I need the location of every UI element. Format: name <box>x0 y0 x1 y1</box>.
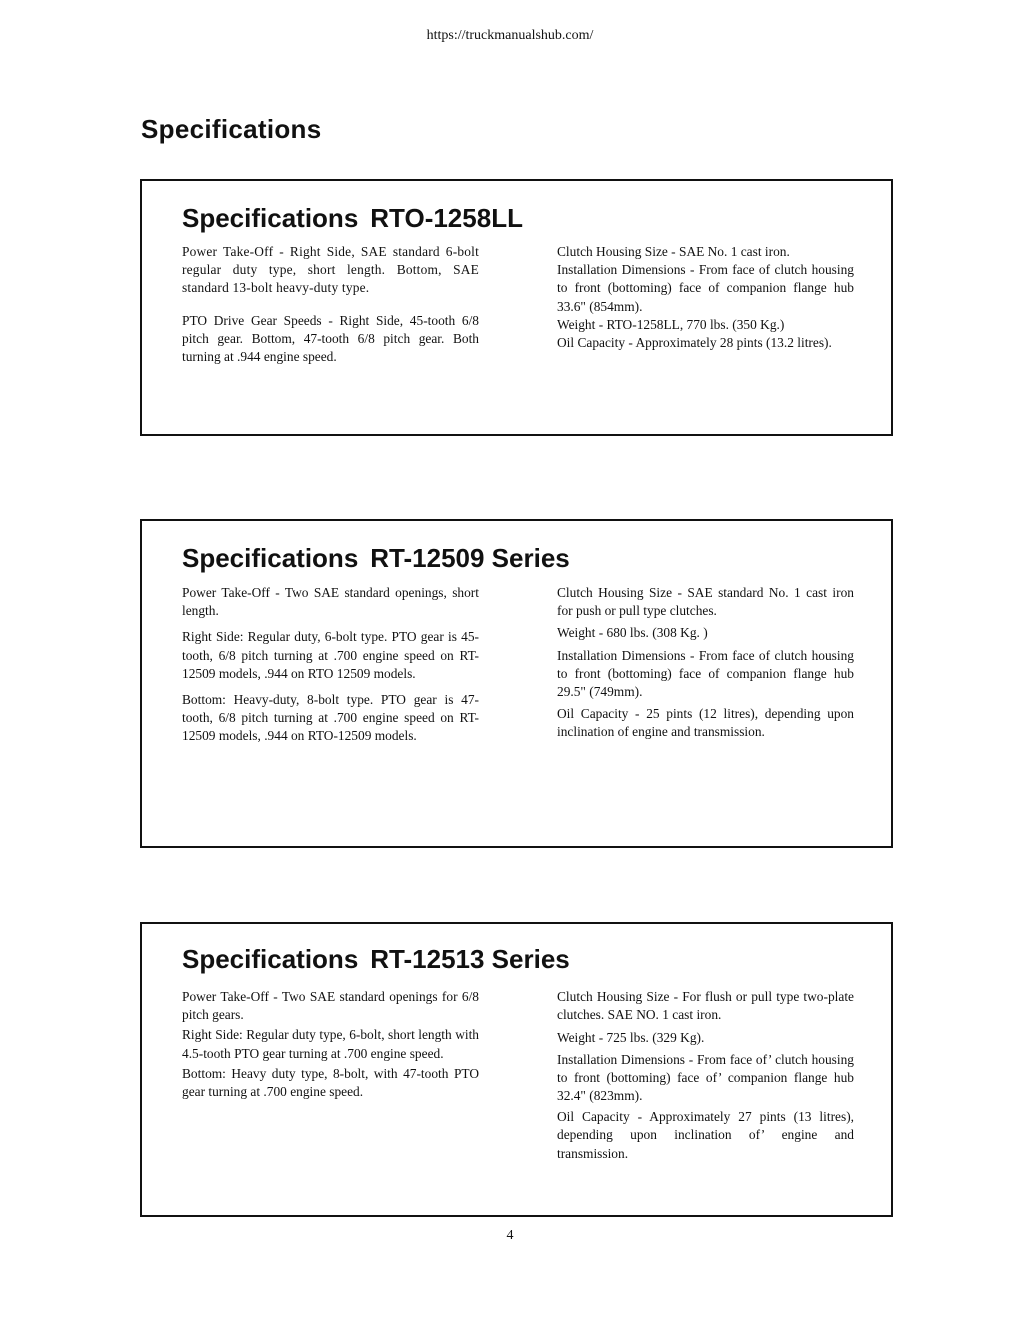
spec-paragraph: Clutch Housing Size - SAE No. 1 cast iron. <box>557 244 790 259</box>
spec-paragraph: Weight - 680 lbs. (308 Kg. ) <box>557 625 708 641</box>
spec-paragraph: Installation Dimensions - From face of clutch housing to front (bottoming) face of companion flange hub 29.5" (749mm). <box>557 647 854 700</box>
spec-paragraph: Power Take-Off - Right Side, SAE standard 6-bolt regular duty type, short length. Bottom, SAE standard 13-bolt heavy-duty type. <box>182 244 479 296</box>
spec-paragraph: Bottom: Heavy-duty, 8-bolt type. PTO gear is 47-tooth, 6/8 pitch turning at .700 engine speed on RT-12509 models, .944 on RTO-12509 models. <box>182 692 479 744</box>
section-heading <box>182 543 570 574</box>
spec-paragraph: Clutch Housing Size - For flush or pull type two-plate clutches. SAE NO. 1 cast iron. <box>557 989 854 1023</box>
spec-paragraph: Oil Capacity - Approximately 27 pints (13 litres), depending upon inclination of’ engine and transmission. <box>557 1109 854 1161</box>
heading-model: RTO-1258LL <box>370 203 523 233</box>
spec-paragraph: Installation Dimensions - From face of clutch housing to front (bottoming) face of companion flange hub 33.6" (854mm). <box>557 262 854 314</box>
spec-paragraph: Weight - RTO-1258LL, 770 lbs. (350 Kg.) <box>557 316 785 332</box>
section-heading <box>182 944 570 975</box>
spec-box-rt-12513 <box>140 922 893 1217</box>
spec-paragraph: Oil Capacity - 25 pints (12 litres), depending upon inclination of engine and transmission. <box>557 706 854 740</box>
spec-paragraph: Weight - 725 lbs. (329 Kg). <box>557 1030 705 1046</box>
right-column <box>557 584 854 742</box>
heading-prefix: Specifications <box>182 944 359 974</box>
page-number: 4 <box>506 1228 514 1243</box>
source-url[interactable]: https://truckmanualshub.com/ <box>426 28 594 43</box>
section-heading <box>182 203 523 234</box>
right-column <box>557 243 854 352</box>
spec-paragraph: Bottom: Heavy duty type, 8-bolt, with 47-tooth PTO gear turning at .700 engine speed. <box>182 1065 479 1100</box>
heading-prefix: Specifications <box>182 203 359 233</box>
spec-box-rto-1258ll <box>140 179 893 436</box>
spec-paragraph: Clutch Housing Size - SAE standard No. 1 cast iron for push or pull type clutches. <box>557 585 854 619</box>
spec-paragraph: Right Side: Regular duty type, 6-bolt, short length with 4.5-tooth PTO gear turning at .700 engine speed. <box>182 1027 479 1061</box>
spec-paragraph: Installation Dimensions - From face of’ clutch housing to front (bottoming) face of’ companion flange hub 32.4" (823mm). <box>557 1051 854 1104</box>
spec-paragraph: Oil Capacity - Approximately 28 pints (13.2 litres). <box>557 335 832 351</box>
spec-paragraph: Power Take-Off - Two SAE standard openings, short length. <box>182 585 479 619</box>
spec-paragraph: Right Side: Regular duty, 6-bolt type. PTO gear is 45-tooth, 6/8 pitch turning at .700 engine speed on RT-12509 models, .944 on RTO 12509 models. <box>182 629 479 681</box>
left-column <box>182 584 479 746</box>
right-column <box>557 988 854 1163</box>
heading-prefix: Specifications <box>182 543 359 573</box>
heading-model: RT-12513 Series <box>370 944 570 974</box>
spec-paragraph: PTO Drive Gear Speeds - Right Side, 45-tooth 6/8 pitch gear. Bottom, 47-tooth 6/8 pitch gear. Both turning at .944 engine speed. <box>182 312 479 365</box>
page-title: Specifications <box>141 114 322 144</box>
spec-paragraph: Power Take-Off - Two SAE standard openings for 6/8 pitch gears. <box>182 989 479 1023</box>
heading-model: RT-12509 Series <box>370 543 570 573</box>
left-column <box>182 243 479 366</box>
spec-box-rt-12509 <box>140 519 893 848</box>
left-column <box>182 988 479 1101</box>
